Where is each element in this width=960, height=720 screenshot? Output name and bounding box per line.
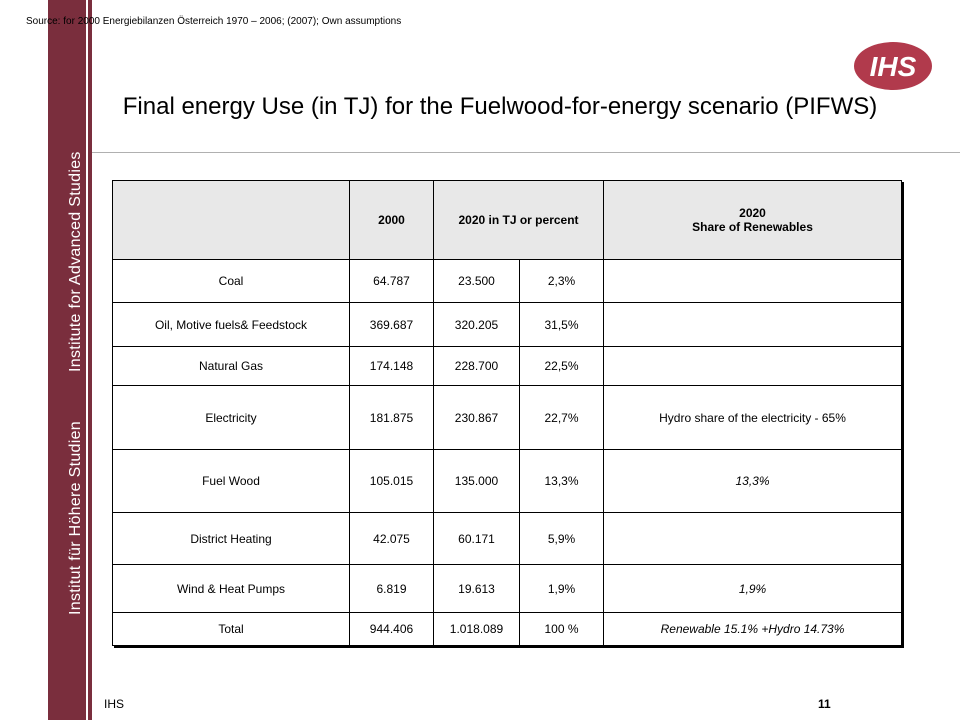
value-2020-cell: 228.700	[434, 347, 520, 386]
percent-2020-cell: 22,5%	[520, 347, 604, 386]
svg-text:IHS: IHS	[869, 51, 917, 82]
page-number: 11	[818, 697, 831, 711]
value-2000-cell: 64.787	[350, 260, 434, 303]
value-2020-cell: 135.000	[434, 450, 520, 513]
source-note: Source: for 2000 Energiebilanzen Österreich 1970 – 2006; (2007); Own assumptions	[26, 16, 402, 27]
table-row	[113, 613, 902, 646]
footer-label: IHS	[104, 697, 125, 711]
sidebar-text-german: Institut für Höhere Studien	[67, 421, 84, 615]
slide-title: Final energy Use (in TJ) for the Fuelwood-for-energy scenario (PIFWS)	[122, 93, 878, 120]
value-2020-cell: 23.500	[434, 260, 520, 303]
title-divider	[92, 152, 960, 153]
renewable-share-cell	[604, 513, 902, 565]
renewable-share-cell: 13,3%	[604, 450, 902, 513]
sidebar-line	[88, 0, 92, 720]
table-row	[113, 513, 902, 565]
table-row	[113, 303, 902, 347]
header-cell	[113, 181, 350, 260]
ihs-logo	[852, 40, 934, 92]
percent-2020-cell: 22,7%	[520, 386, 604, 450]
value-2000-cell: 42.075	[350, 513, 434, 565]
energy-carrier-cell: Oil, Motive fuels& Feedstock	[113, 303, 350, 347]
value-2020-cell: 60.171	[434, 513, 520, 565]
renewable-share-cell: 1,9%	[604, 565, 902, 613]
value-2000-cell: 944.406	[350, 613, 434, 646]
energy-carrier-cell: Natural Gas	[113, 347, 350, 386]
percent-2020-cell: 1,9%	[520, 565, 604, 613]
value-2000-cell: 369.687	[350, 303, 434, 347]
sidebar-text-english: Institute for Advanced Studies	[67, 151, 84, 372]
energy-carrier-cell: Total	[113, 613, 350, 646]
renewable-share-cell: Renewable 15.1% +Hydro 14.73%	[604, 613, 902, 646]
table-row	[113, 260, 902, 303]
energy-carrier-cell: Electricity	[113, 386, 350, 450]
percent-2020-cell: 13,3%	[520, 450, 604, 513]
renewable-share-cell	[604, 260, 902, 303]
value-2000-cell: 181.875	[350, 386, 434, 450]
percent-2020-cell: 2,3%	[520, 260, 604, 303]
value-2020-cell: 1.018.089	[434, 613, 520, 646]
header-cell: 2020 Share of Renewables	[604, 181, 902, 260]
renewable-share-cell: Hydro share of the electricity - 65%	[604, 386, 902, 450]
energy-table	[112, 180, 902, 646]
renewable-share-cell	[604, 347, 902, 386]
table-row	[113, 565, 902, 613]
table-row	[113, 347, 902, 386]
energy-carrier-cell: Wind & Heat Pumps	[113, 565, 350, 613]
value-2020-cell: 19.613	[434, 565, 520, 613]
percent-2020-cell: 31,5%	[520, 303, 604, 347]
percent-2020-cell: 100 %	[520, 613, 604, 646]
percent-2020-cell: 5,9%	[520, 513, 604, 565]
renewable-share-cell	[604, 303, 902, 347]
value-2000-cell: 174.148	[350, 347, 434, 386]
energy-carrier-cell: District Heating	[113, 513, 350, 565]
table-row	[113, 450, 902, 513]
table-header-row	[113, 181, 902, 260]
value-2020-cell: 230.867	[434, 386, 520, 450]
value-2020-cell: 320.205	[434, 303, 520, 347]
energy-carrier-cell: Coal	[113, 260, 350, 303]
header-cell: 2000	[350, 181, 434, 260]
energy-carrier-cell: Fuel Wood	[113, 450, 350, 513]
table-row	[113, 386, 902, 450]
value-2000-cell: 6.819	[350, 565, 434, 613]
value-2000-cell: 105.015	[350, 450, 434, 513]
header-cell: 2020 in TJ or percent	[434, 181, 604, 260]
